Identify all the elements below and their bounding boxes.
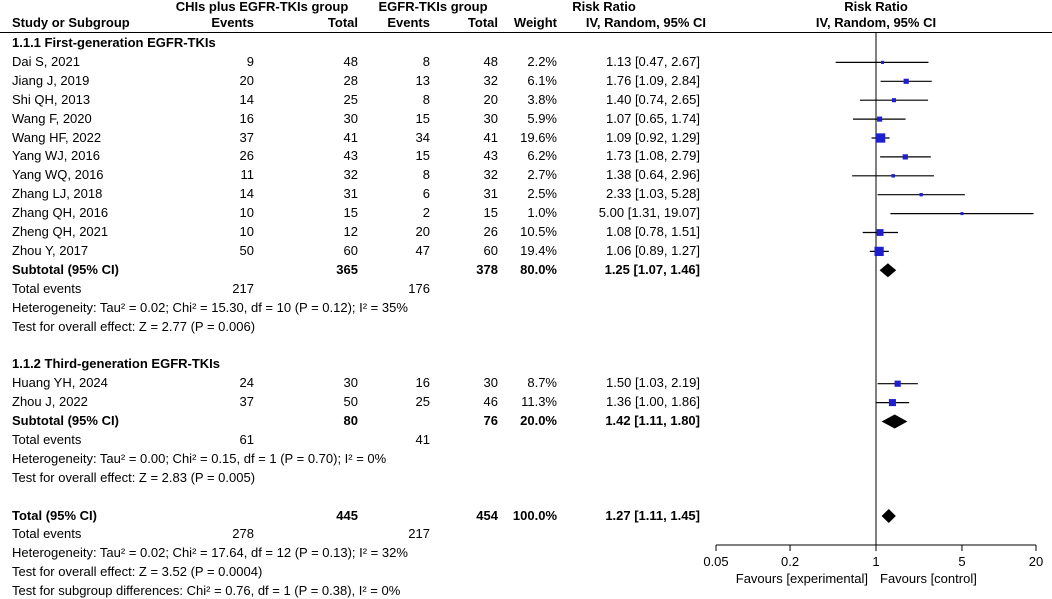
weight: 6.1% bbox=[527, 72, 557, 88]
events-1: 24 bbox=[239, 375, 254, 391]
total-2: 26 bbox=[483, 224, 498, 239]
events-2: 15 bbox=[415, 148, 430, 164]
events-2: 8 bbox=[422, 167, 430, 183]
risk-ratio-ci: 1.73 [1.08, 2.79] bbox=[606, 148, 700, 164]
total-1: 43 bbox=[343, 148, 358, 164]
study-name: Yang WJ, 2016 bbox=[12, 148, 100, 164]
events-1: 50 bbox=[239, 242, 254, 258]
header-events-1: Events bbox=[211, 15, 254, 30]
overall-effect-text: Test for overall effect: Z = 2.77 (P = 0.006) bbox=[12, 318, 256, 334]
study-name: Zhang QH, 2016 bbox=[12, 205, 109, 221]
subtotal-ci: 1.42 [1.11, 1.80] bbox=[605, 413, 700, 428]
overall-effect-text: Test for overall effect: Z = 2.83 (P = 0.005) bbox=[12, 469, 256, 485]
header-total-1: Total bbox=[327, 15, 358, 30]
total-events-2: 217 bbox=[408, 526, 430, 542]
total-1: 30 bbox=[343, 110, 358, 126]
total-2: 30 bbox=[483, 375, 498, 391]
study-name: Wang HF, 2022 bbox=[12, 129, 102, 145]
x-tick-label: 5 bbox=[958, 554, 966, 569]
events-2: 16 bbox=[415, 375, 430, 391]
events-1: 9 bbox=[246, 53, 254, 69]
subtotal-weight: 80.0% bbox=[520, 261, 557, 277]
weight: 19.4% bbox=[520, 242, 557, 258]
study-point bbox=[895, 381, 901, 387]
total-label: Total (95% CI) bbox=[12, 507, 97, 523]
overall-effect-text: Test for overall effect: Z = 3.52 (P = 0.0004) bbox=[12, 564, 263, 580]
events-2: 47 bbox=[415, 242, 430, 258]
subtotal-label: Subtotal (95% CI) bbox=[12, 261, 119, 277]
events-2: 20 bbox=[415, 224, 430, 239]
events-1: 16 bbox=[239, 110, 254, 126]
total-1: 41 bbox=[343, 129, 358, 145]
total-1: 32 bbox=[343, 167, 358, 183]
header-events-2: Events bbox=[387, 15, 430, 30]
header-group-experimental: CHIs plus EGFR-TKIs group bbox=[175, 0, 349, 14]
total-2: 43 bbox=[483, 148, 498, 164]
total-2: 15 bbox=[483, 205, 498, 221]
subtotal-label: Subtotal (95% CI) bbox=[12, 413, 119, 428]
heterogeneity-text: Heterogeneity: Tau² = 0.02; Chi² = 15.30, df = 10 (P = 0.12); I² = 35% bbox=[12, 299, 408, 315]
events-2: 13 bbox=[415, 72, 430, 88]
total-1: 50 bbox=[343, 394, 358, 410]
total-events-label: Total events bbox=[12, 431, 82, 447]
total-2: 32 bbox=[483, 167, 498, 183]
study-name: Huang YH, 2024 bbox=[12, 375, 108, 391]
header-rr-ci: IV, Random, 95% CI bbox=[585, 15, 706, 30]
total-events-2: 176 bbox=[408, 280, 430, 296]
events-2: 6 bbox=[422, 186, 430, 202]
total-events-1: 278 bbox=[232, 526, 254, 542]
weight: 3.8% bbox=[527, 91, 557, 107]
header-plot-ci: IV, Random, 95% CI bbox=[815, 15, 937, 30]
weight: 10.5% bbox=[520, 224, 557, 239]
study-name: Wang F, 2020 bbox=[12, 110, 92, 126]
total-events-label: Total events bbox=[12, 280, 82, 296]
risk-ratio-ci: 5.00 [1.31, 19.07] bbox=[598, 205, 700, 221]
events-1: 14 bbox=[239, 91, 254, 107]
total-2: 46 bbox=[483, 394, 498, 410]
study-point bbox=[876, 133, 885, 142]
events-1: 26 bbox=[239, 148, 254, 164]
total-2: 60 bbox=[483, 242, 498, 258]
weight: 8.7% bbox=[527, 375, 557, 391]
weight: 5.9% bbox=[527, 110, 557, 126]
subgroup-title: 1.1.2 Third-generation EGFR-TKIs bbox=[12, 356, 221, 372]
study-name: Zheng QH, 2021 bbox=[12, 224, 109, 239]
total-total-1: 445 bbox=[336, 507, 358, 523]
risk-ratio-ci: 1.76 [1.09, 2.84] bbox=[606, 72, 700, 88]
heterogeneity-text: Heterogeneity: Tau² = 0.00; Chi² = 0.15, df = 1 (P = 0.70); I² = 0% bbox=[12, 450, 387, 466]
subtotal-total-2: 378 bbox=[476, 261, 498, 277]
favours-right-label: Favours [control] bbox=[880, 571, 977, 586]
events-2: 2 bbox=[422, 205, 430, 221]
risk-ratio-ci: 2.33 [1.03, 5.28] bbox=[606, 186, 700, 202]
total-weight: 100.0% bbox=[512, 507, 557, 523]
header-group-control: EGFR-TKIs group bbox=[378, 0, 488, 14]
pooled-diamond bbox=[882, 415, 908, 429]
risk-ratio-ci: 1.13 [0.47, 2.67] bbox=[606, 53, 700, 69]
total-1: 12 bbox=[343, 224, 358, 239]
total-events-1: 217 bbox=[232, 280, 254, 296]
header-risk-ratio: Risk Ratio bbox=[572, 0, 636, 14]
risk-ratio-ci: 1.07 [0.65, 1.74] bbox=[606, 110, 700, 126]
study-point bbox=[891, 174, 894, 177]
study-point bbox=[960, 212, 963, 215]
subtotal-weight: 20.0% bbox=[520, 413, 557, 428]
events-2: 15 bbox=[415, 110, 430, 126]
total-total-2: 454 bbox=[476, 507, 498, 523]
events-1: 10 bbox=[239, 224, 254, 239]
total-1: 15 bbox=[343, 205, 358, 221]
x-tick-label: 1 bbox=[872, 554, 880, 569]
weight: 19.6% bbox=[520, 129, 557, 145]
subgroup-title: 1.1.1 First-generation EGFR-TKIs bbox=[12, 35, 216, 50]
total-1: 60 bbox=[343, 242, 358, 258]
subgroup-differences-text: Test for subgroup differences: Chi² = 0.76, df = 1 (P = 0.38), I² = 0% bbox=[12, 583, 401, 599]
heterogeneity-text: Heterogeneity: Tau² = 0.02; Chi² = 17.64, df = 12 (P = 0.13); I² = 32% bbox=[12, 545, 408, 561]
study-point bbox=[889, 399, 896, 406]
events-1: 37 bbox=[239, 129, 254, 145]
header-weight: Weight bbox=[513, 15, 557, 30]
x-tick-label: 0.05 bbox=[703, 554, 729, 569]
events-1: 37 bbox=[239, 394, 254, 410]
total-ci: 1.27 [1.11, 1.45] bbox=[605, 507, 700, 523]
risk-ratio-ci: 1.09 [0.92, 1.29] bbox=[606, 129, 700, 145]
total-2: 30 bbox=[483, 110, 498, 126]
subtotal-total-1: 365 bbox=[336, 261, 358, 277]
study-point bbox=[877, 117, 882, 122]
events-2: 34 bbox=[415, 129, 430, 145]
weight: 11.3% bbox=[521, 394, 557, 410]
weight: 6.2% bbox=[527, 148, 557, 164]
total-2: 48 bbox=[483, 53, 498, 69]
study-point bbox=[892, 98, 896, 102]
header-total-2: Total bbox=[467, 15, 498, 30]
study-point bbox=[904, 79, 909, 84]
study-name: Yang WQ, 2016 bbox=[12, 167, 104, 183]
header-study: Study or Subgroup bbox=[12, 15, 130, 30]
study-name: Zhang LJ, 2018 bbox=[12, 186, 103, 202]
total-2: 41 bbox=[483, 129, 498, 145]
study-name: Zhou Y, 2017 bbox=[12, 242, 89, 258]
events-2: 8 bbox=[422, 53, 430, 69]
subtotal-total-1: 80 bbox=[343, 413, 358, 428]
header-plot-risk-ratio: Risk Ratio bbox=[844, 0, 908, 14]
study-name: Jiang J, 2019 bbox=[12, 72, 90, 88]
total-1: 48 bbox=[343, 53, 358, 69]
subtotal-ci: 1.25 [1.07, 1.46] bbox=[604, 261, 700, 277]
total-1: 25 bbox=[343, 91, 358, 107]
events-2: 25 bbox=[415, 394, 430, 410]
risk-ratio-ci: 1.08 [0.78, 1.51] bbox=[606, 224, 700, 239]
study-point bbox=[874, 247, 883, 256]
risk-ratio-ci: 1.50 [1.03, 2.19] bbox=[606, 375, 700, 391]
total-2: 32 bbox=[483, 72, 498, 88]
events-1: 20 bbox=[239, 72, 254, 88]
pooled-diamond bbox=[882, 509, 896, 523]
weight: 2.2% bbox=[527, 53, 557, 69]
study-name: Dai S, 2021 bbox=[12, 53, 80, 69]
x-tick-label: 0.2 bbox=[781, 554, 800, 569]
total-events-label: Total events bbox=[12, 526, 82, 542]
risk-ratio-ci: 1.06 [0.89, 1.27] bbox=[606, 242, 700, 258]
total-1: 28 bbox=[343, 72, 358, 88]
study-point bbox=[920, 193, 923, 196]
risk-ratio-ci: 1.38 [0.64, 2.96] bbox=[606, 167, 700, 183]
events-2: 8 bbox=[422, 91, 430, 107]
events-1: 10 bbox=[239, 205, 254, 221]
risk-ratio-ci: 1.40 [0.74, 2.65] bbox=[606, 91, 700, 107]
weight: 2.5% bbox=[527, 186, 557, 202]
total-2: 20 bbox=[483, 91, 498, 107]
total-2: 31 bbox=[483, 186, 498, 202]
study-name: Zhou J, 2022 bbox=[12, 394, 88, 410]
study-name: Shi QH, 2013 bbox=[12, 91, 91, 107]
total-events-2: 41 bbox=[415, 431, 430, 447]
study-point bbox=[877, 229, 884, 236]
events-1: 11 bbox=[240, 167, 254, 183]
favours-left-label: Favours [experimental] bbox=[735, 571, 868, 586]
total-1: 30 bbox=[343, 375, 358, 391]
risk-ratio-ci: 1.36 [1.00, 1.86] bbox=[606, 394, 700, 410]
x-tick-label: 20 bbox=[1028, 554, 1044, 569]
study-point bbox=[903, 154, 908, 159]
events-1: 14 bbox=[239, 186, 254, 202]
weight: 2.7% bbox=[527, 167, 557, 183]
study-point bbox=[881, 61, 884, 64]
subtotal-total-2: 76 bbox=[483, 413, 498, 428]
weight: 1.0% bbox=[527, 205, 557, 221]
pooled-diamond bbox=[880, 263, 897, 277]
total-1: 31 bbox=[343, 186, 358, 202]
total-events-1: 61 bbox=[239, 431, 254, 447]
